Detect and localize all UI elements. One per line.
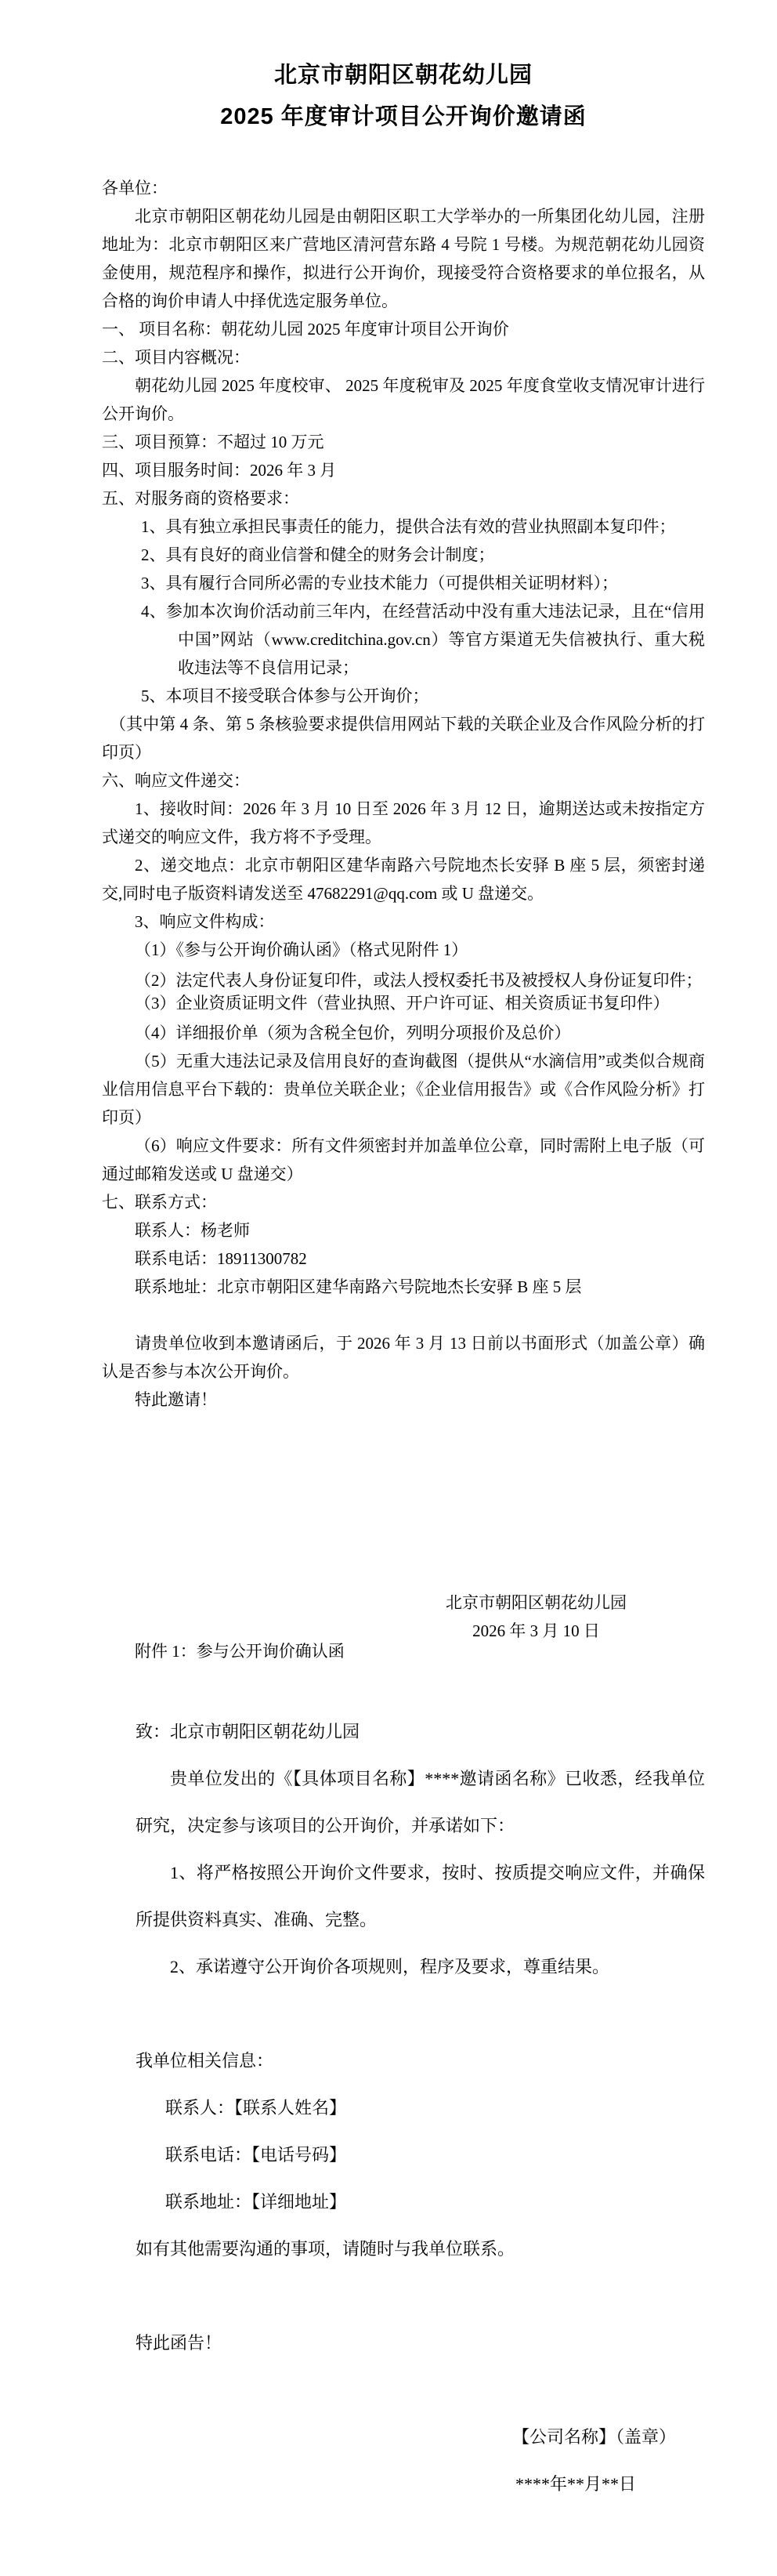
signature-block: [446, 1589, 627, 1645]
attachment-contact-person: 联系人：【联系人姓名】: [165, 2098, 347, 2118]
response-doc-item-5: （5）无重大违法记录及信用良好的查询截图（提供从“水滴信用”或类似合规商业信用信息平台下载的：贵单位关联企业；《企业信用报告》或《合作风险分析》打印页）: [102, 1052, 705, 1127]
attachment-info-heading: 我单位相关信息：: [136, 2051, 274, 2071]
response-doc-item-3: （3）企业资质证明文件（营业执照、开户许可证、相关资质证书复印件）: [135, 994, 670, 1013]
attachment-contact-address: 联系地址：【详细地址】: [165, 2192, 347, 2212]
attachment-contact-phone: 联系电话：【电话号码】: [165, 2145, 347, 2165]
confirmation-request-paragraph: 请贵单位收到本邀请函后，于 2026 年 3 月 13 日前以书面形式（加盖公章）确认是否参与本次公开询价。: [102, 1334, 705, 1381]
attachment-note: 如有其他需要沟通的事项，请随时与我单位联系。: [136, 2239, 515, 2259]
response-doc-item-6: （6）响应文件要求：所有文件须密封并加盖单位公章，同时需附上电子版（可通过邮箱发送或 U 盘递交）: [102, 1136, 705, 1183]
section-6-heading: 六、响应文件递交：: [102, 771, 250, 790]
section-3-budget: 三、项目预算：不超过 10 万元: [102, 433, 324, 451]
section-7-heading: 七、联系方式：: [102, 1193, 217, 1212]
contact-address: 联系地址：北京市朝阳区建华南路六号院地杰长安驿 B 座 5 层: [135, 1277, 582, 1296]
requirement-item-3: 3、具有履行合同所必需的专业技术能力（可提供相关证明材料）；: [141, 574, 618, 592]
section-6-receive-time: 1、接收时间：2026 年 3 月 10 日至 2026 年 3 月 12 日，逾期送达或未按指定方式递交的响应文件，我方将不予受理。: [102, 799, 705, 846]
section-2-body: 朝花幼儿园 2025 年度校审、 2025 年度税审及 2025 年度食堂收支情况审计进行公开询价。: [102, 376, 705, 423]
signature-org: 北京市朝阳区朝花幼儿园: [446, 1593, 627, 1612]
section-5-note: （其中第 4 条、第 5 条核验要求提供信用网站下载的关联企业及合作风险分析的打印页）: [102, 715, 705, 762]
section-4-service-time: 四、项目服务时间：2026 年 3 月: [102, 461, 337, 480]
signature-date: 2026 年 3 月 10 日: [472, 1621, 600, 1640]
section-2-heading: 二、项目内容概况：: [102, 348, 250, 367]
section-6-delivery-place: 2、递交地点：北京市朝阳区建华南路六号院地杰长安驿 B 座 5 层，须密封递交,同时电子版资料请发送至 47682291@qq.com 或 U 盘递交。: [102, 856, 705, 903]
section-6-composition-heading: 3、响应文件构成：: [135, 912, 275, 931]
attachment-company-seal-line: 【公司名称】（盖章）: [511, 2427, 676, 2447]
response-doc-item-4: （4）详细报价单（须为含税全包价，列明分项报价及总价）: [135, 1024, 571, 1042]
attachment-date-line: ****年**月**日: [515, 2474, 636, 2494]
doc-title-line2: 2025 年度审计项目公开询价邀请函: [220, 104, 587, 129]
requirement-item-1: 1、具有独立承担民事责任的能力，提供合法有效的营业执照副本复印件；: [141, 517, 676, 536]
response-doc-item-1: （1）《参与公开询价确认函》（格式见附件 1）: [135, 940, 468, 959]
section-1-project-name: 一、 项目名称：朝花幼儿园 2025 年度审计项目公开询价: [102, 320, 509, 339]
intro-paragraph: 北京市朝阳区朝花幼儿园是由朝阳区职工大学举办的一所集团化幼儿园，注册地址为：北京市朝阳区来广营地区清河营东路 4 号院 1 号楼。为规范朝花幼儿园资金使用，规范程序和操作，拟进行公开询价，现接受符合资格要求的单位报名，从合格的询价申请人中择优选定服务单位。: [102, 207, 705, 310]
section-5-heading: 五、对服务商的资格要求：: [102, 489, 299, 508]
response-doc-items-2-3: [102, 969, 705, 1015]
doc-title-line1: 北京市朝阳区朝花幼儿园: [273, 63, 533, 88]
attachment-closing: 特此函告！: [136, 2333, 222, 2353]
attachment-to-line: 致：北京市朝阳区朝花幼儿园: [136, 1722, 360, 1741]
attachment-promise-2: 2、承诺遵守公开询价各项规则，程序及要求，尊重结果。: [170, 1957, 610, 1976]
attachment-intro: 贵单位发出的《【具体项目名称】****邀请函名称》已收悉，经我单位研究，决定参与该项目的公开询价，并承诺如下：: [136, 1769, 705, 1835]
response-doc-item-2: （2）法定代表人身份证复印件，或法人授权委托书及被授权人身份证复印件；: [135, 971, 703, 990]
attachment-promise-1: 1、将严格按照公开询价文件要求，按时、按质提交响应文件，并确保所提供资料真实、准确、完整。: [136, 1863, 705, 1929]
doc-title: [102, 55, 705, 138]
attachment-heading: 附件 1：参与公开询价确认函: [135, 1642, 345, 1661]
letter-closing: 特此邀请！: [135, 1390, 217, 1409]
salutation: 各单位：: [102, 179, 168, 197]
requirement-item-2: 2、具有良好的商业信誉和健全的财务会计制度；: [141, 545, 495, 564]
contact-phone: 联系电话：18911300782: [135, 1249, 307, 1268]
requirement-item-5: 5、本项目不接受联合体参与公开询价；: [141, 687, 429, 705]
attachment-confirmation-letter: [136, 1708, 705, 2508]
contact-person: 联系人：杨老师: [135, 1221, 250, 1240]
requirement-item-4: 4、参加本次询价活动前三年内，在经营活动中没有重大违法记录，且在“信用中国”网站（www.creditchina.gov.cn）等官方渠道无失信被执行、重大税收违法等不良信用记录；: [141, 602, 705, 677]
